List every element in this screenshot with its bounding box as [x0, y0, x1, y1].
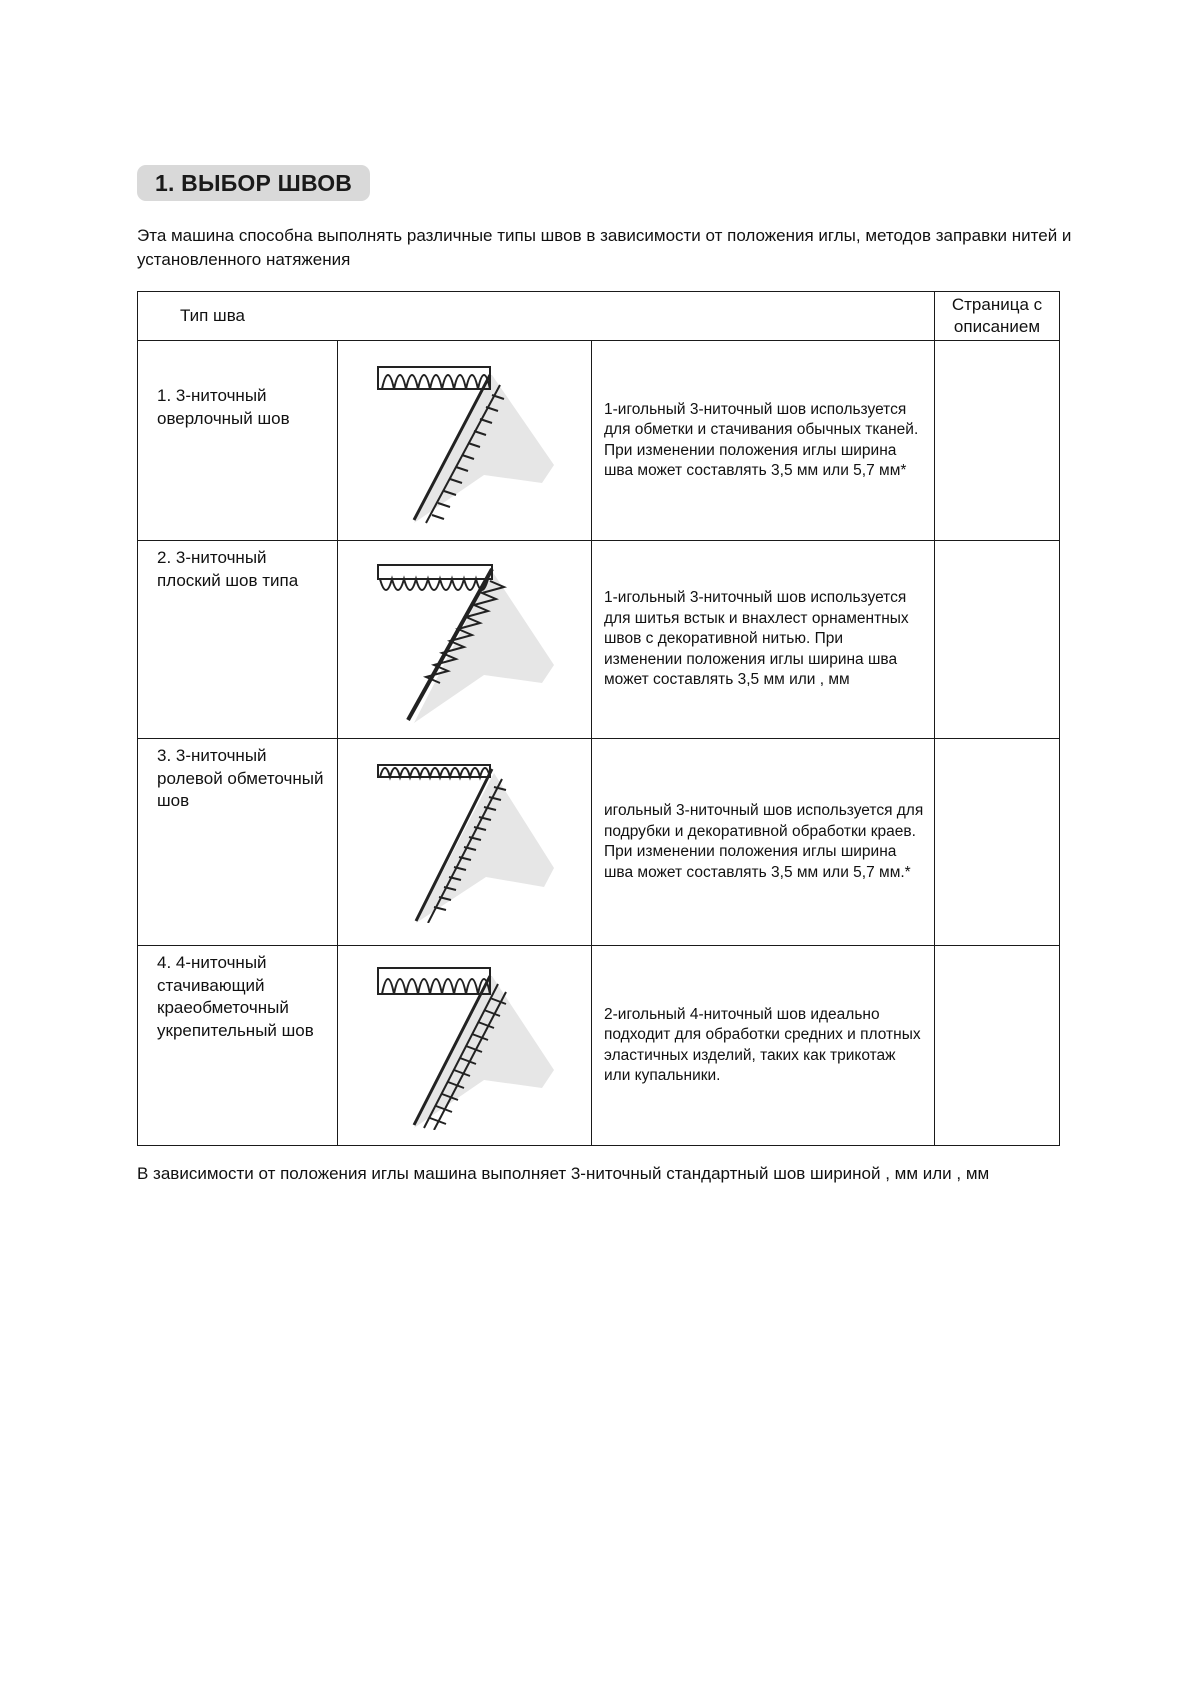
- stitch-type-cell: 4. 4-ниточный стачивающий краеобметочный укрепительный шов: [138, 946, 338, 1146]
- table-row: [138, 341, 1060, 541]
- overlock-stitch-illustration: [374, 355, 554, 525]
- table-row: [138, 541, 1060, 739]
- stitch-description-cell: 1-игольный 3-ниточный шов используется для обметки и стачивания обычных тканей. При изменении положения иглы ширина шва может составлять 3,5 мм или 5,7 мм*: [592, 341, 935, 541]
- stitch-description-cell: игольный 3-ниточный шов используется для подрубки и декоративной обработки краев. При изменении положения иглы ширина шва может составлять 3,5 мм или 5,7 мм.*: [592, 739, 935, 946]
- section-heading: 1. ВЫБОР ШВОВ: [155, 169, 353, 196]
- header-stitch-type: Тип шва: [138, 292, 935, 341]
- footnote-paragraph: В зависимости от положения иглы машина выполняет 3-ниточный стандартный шов шириной , мм или , мм: [137, 1164, 990, 1183]
- stitch-type-cell: 1. 3-ниточный оверлочный шов: [138, 341, 338, 541]
- page-cell: [935, 946, 1060, 1146]
- page-cell: [935, 739, 1060, 946]
- table-header-row: [138, 292, 1060, 341]
- stitch-illustration-cell: [338, 341, 592, 541]
- section-heading-badge: [137, 165, 370, 201]
- stitch-description-cell: 2-игольный 4-ниточный шов идеально подходит для обработки средних и плотных эластичных изделий, таких как трикотаж или купальники.: [592, 946, 935, 1146]
- flatlock-stitch-illustration: [374, 555, 554, 725]
- stitch-illustration-cell: [338, 541, 592, 739]
- rolled-hem-stitch-illustration: [374, 753, 554, 923]
- stitch-type-cell: 2. 3-ниточный плоский шов типа: [138, 541, 338, 739]
- header-page: Страница с описанием: [935, 292, 1060, 341]
- stitch-description-cell: 1-игольный 3-ниточный шов используется для шитья встык и внахлест орнаментных швов с декоративной нитью. При изменении положения иглы ширина шва может составлять 3,5 мм или , мм: [592, 541, 935, 739]
- page-cell: [935, 341, 1060, 541]
- stitch-illustration-cell: [338, 739, 592, 946]
- stitch-illustration-cell: [338, 946, 592, 1146]
- intro-paragraph: Эта машина способна выполнять различные типы швов в зависимости от положения иглы, методов заправки нитей и установленного натяжения: [137, 226, 1072, 269]
- page-cell: [935, 541, 1060, 739]
- stitch-table: [137, 291, 1060, 1146]
- four-thread-stitch-illustration: [374, 960, 554, 1130]
- stitch-type-cell: 3. 3-ниточный ролевой обметочный шов: [138, 739, 338, 946]
- table-row: [138, 946, 1060, 1146]
- table-row: [138, 739, 1060, 946]
